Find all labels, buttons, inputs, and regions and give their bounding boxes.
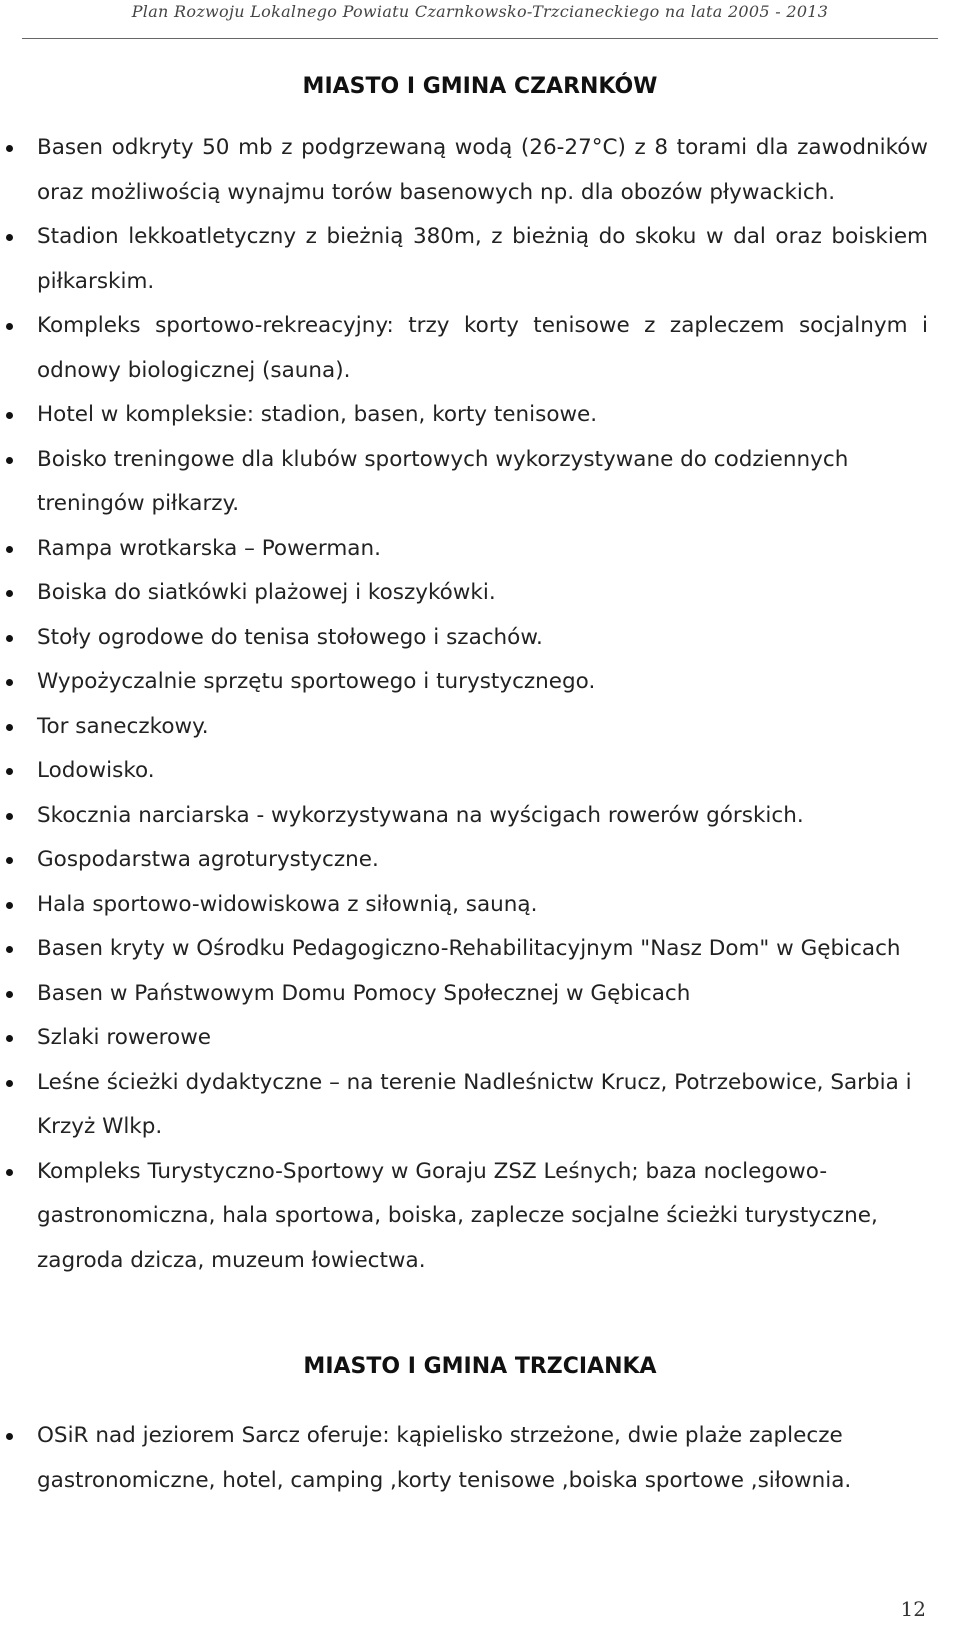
bullet-icon bbox=[6, 1080, 13, 1087]
page-header bbox=[0, 0, 960, 40]
bullet-icon bbox=[6, 412, 13, 419]
facility-list-czarnkow bbox=[0, 126, 960, 1283]
list-item: Boisko treningowe dla klubów sportowych wykorzystywane do codziennych treningów piłkarzy. bbox=[0, 438, 960, 527]
list-item: Hala sportowo-widowiskowa z siłownią, sauną. bbox=[0, 883, 960, 928]
list-item: Skocznia narciarska - wykorzystywana na wyścigach rowerów górskich. bbox=[0, 794, 960, 839]
list-item: Tor saneczkowy. bbox=[0, 705, 960, 750]
section-title-czarnkow: MIASTO I GMINA CZARNKÓW bbox=[302, 74, 658, 99]
list-item: Stoły ogrodowe do tenisa stołowego i szachów. bbox=[0, 616, 960, 661]
list-item: Kompleks Turystyczno-Sportowy w Goraju ZSZ Leśnych; baza noclegowo-gastronomiczna, hala sportowa, boiska, zaplecze socjalne ścieżki turystyczne, zagroda dzicza, muzeum łowiectwa. bbox=[0, 1150, 960, 1284]
list-item: Rampa wrotkarska – Powerman. bbox=[0, 527, 960, 572]
list-item: OSiR nad jeziorem Sarcz oferuje: kąpielisko strzeżone, dwie plaże zaplecze gastronomiczne, hotel, camping ,korty tenisowe ,boiska sportowe ,siłownia. bbox=[0, 1414, 960, 1503]
list-item: Basen odkryty 50 mb z podgrzewaną wodą (26-27°C) z 8 torami dla zawodników oraz możliwością wynajmu torów basenowych np. dla obozów pływackich. bbox=[0, 126, 960, 215]
header-divider bbox=[22, 38, 938, 39]
bullet-icon bbox=[6, 679, 13, 686]
list-item: Szlaki rowerowe bbox=[0, 1016, 960, 1061]
list-item: Basen w Państwowym Domu Pomocy Społecznej w Gębicach bbox=[0, 972, 960, 1017]
list-item: Hotel w kompleksie: stadion, basen, korty tenisowe. bbox=[0, 393, 960, 438]
bullet-icon bbox=[6, 857, 13, 864]
bullet-icon bbox=[6, 457, 13, 464]
bullet-icon bbox=[6, 234, 13, 241]
bullet-icon bbox=[6, 813, 13, 820]
bullet-icon bbox=[6, 946, 13, 953]
list-item: Basen kryty w Ośrodku Pedagogiczno-Rehabilitacyjnym "Nasz Dom" w Gębicach bbox=[0, 927, 960, 972]
bullet-icon bbox=[6, 902, 13, 909]
bullet-icon bbox=[6, 1433, 13, 1440]
bullet-icon bbox=[6, 1035, 13, 1042]
header-title: Plan Rozwoju Lokalnego Powiatu Czarnkowsko-Trzcianeckiego na lata 2005 - 2013 bbox=[131, 2, 829, 21]
list-item: Lodowisko. bbox=[0, 749, 960, 794]
bullet-icon bbox=[6, 145, 13, 152]
bullet-icon bbox=[6, 590, 13, 597]
list-item: Wypożyczalnie sprzętu sportowego i turystycznego. bbox=[0, 660, 960, 705]
list-item: Kompleks sportowo-rekreacyjny: trzy korty tenisowe z zapleczem socjalnym i odnowy biologicznej (sauna). bbox=[0, 304, 960, 393]
list-item: Stadion lekkoatletyczny z bieżnią 380m, z bieżnią do skoku w dal oraz boiskiem piłkarskim. bbox=[0, 215, 960, 304]
page-number: 12 bbox=[900, 1597, 926, 1621]
bullet-icon bbox=[6, 1169, 13, 1176]
facility-list-trzcianka bbox=[0, 1414, 960, 1503]
bullet-icon bbox=[6, 323, 13, 330]
bullet-icon bbox=[6, 768, 13, 775]
list-item: Boiska do siatkówki plażowej i koszykówki. bbox=[0, 571, 960, 616]
list-item: Leśne ścieżki dydaktyczne – na terenie Nadleśnictw Krucz, Potrzebowice, Sarbia i Krzyż Wlkp. bbox=[0, 1061, 960, 1150]
bullet-icon bbox=[6, 546, 13, 553]
bullet-icon bbox=[6, 724, 13, 731]
section-title-trzcianka: MIASTO I GMINA TRZCIANKA bbox=[303, 1354, 657, 1379]
bullet-icon bbox=[6, 635, 13, 642]
list-item: Gospodarstwa agroturystyczne. bbox=[0, 838, 960, 883]
bullet-icon bbox=[6, 991, 13, 998]
